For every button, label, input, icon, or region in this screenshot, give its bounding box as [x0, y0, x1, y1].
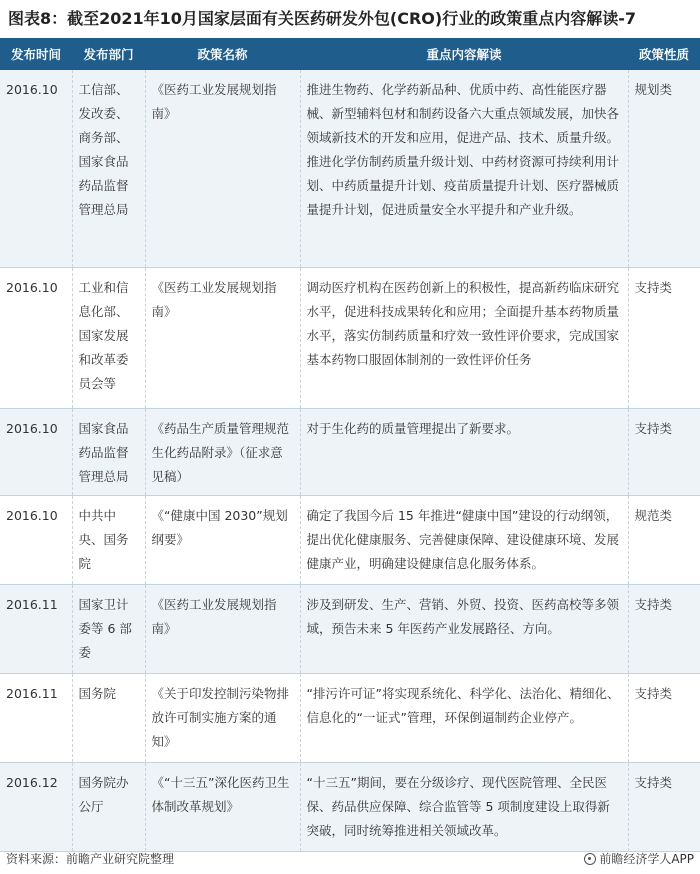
cell-policy-name: 《医药工业发展规划指南》: [145, 267, 300, 408]
cell-type: 支持类: [628, 267, 700, 408]
table-row: [0, 762, 700, 851]
header-content: 重点内容解读: [300, 38, 628, 70]
cell-date: 2016.11: [0, 673, 72, 762]
cell-policy-name: 《关于印发控制污染物排放许可制实施方案的通知》: [145, 673, 300, 762]
table-row: [0, 673, 700, 762]
cell-type: 支持类: [628, 408, 700, 495]
header-dept: 发布部门: [72, 38, 145, 70]
cell-date: 2016.12: [0, 762, 72, 851]
brand-label: 前瞻经济学人APP: [599, 852, 694, 866]
cell-policy-name: 《医药工业发展规划指南》: [145, 584, 300, 673]
table-row: [0, 584, 700, 673]
cell-dept: 国家食品药品监督管理总局: [72, 408, 145, 495]
cell-content: 调动医疗机构在医药创新上的积极性，提高新药临床研究水平，促进科技成果转化和应用；全面提升基本药物质量水平，落实仿制药质量和疗效一致性评价要求，完成国家基本药物口服固体制剂的一致性评价任务: [300, 267, 628, 408]
table-row: [0, 70, 700, 267]
cell-dept: 工信部、发改委、商务部、国家食品药品监督管理总局: [72, 70, 145, 267]
cell-dept: 中共中央、国务院: [72, 495, 145, 584]
cell-policy-name: 《医药工业发展规划指南》: [145, 70, 300, 267]
cell-dept: 国务院办公厅: [72, 762, 145, 851]
cell-content: 对于生化药的质量管理提出了新要求。: [300, 408, 628, 495]
table-header-row: [0, 38, 700, 70]
table-row: [0, 408, 700, 495]
brand: [584, 850, 694, 867]
cell-dept: 工业和信息化部、国家发展和改革委员会等: [72, 267, 145, 408]
qianzhan-logo-icon: [584, 853, 596, 865]
header-date: 发布时间: [0, 38, 72, 70]
cell-type: 支持类: [628, 584, 700, 673]
cell-policy-name: 《药品生产质量管理规范生化药品附录》（征求意见稿）: [145, 408, 300, 495]
cell-content: 涉及到研发、生产、营销、外贸、投资、医药高校等多领域，预告未来 5 年医药产业发展路径、方向。: [300, 584, 628, 673]
cell-content: 推进生物药、化学药新品种、优质中药、高性能医疗器械、新型辅料包材和制药设备六大重点领域发展，加快各领域新技术的开发和应用，促进产品、技术、质量升级。推进化学仿制药质量升级计划、中药材资源可持续利用计划、中药质量提升计划、疫苗质量提升计划、医疗器械质量提升计划，促进质量安全水平提升和产业升级。: [300, 70, 628, 267]
cell-content: “十三五”期间，要在分级诊疗、现代医院管理、全民医保、药品供应保障、综合监管等 5 项制度建设上取得新突破，同时统筹推进相关领域改革。: [300, 762, 628, 851]
cell-type: 支持类: [628, 673, 700, 762]
header-name: 政策名称: [145, 38, 300, 70]
cell-date: 2016.10: [0, 267, 72, 408]
cell-date: 2016.10: [0, 495, 72, 584]
cell-date: 2016.10: [0, 408, 72, 495]
table-row: [0, 495, 700, 584]
cell-policy-name: 《“健康中国 2030”规划纲要》: [145, 495, 300, 584]
cell-content: “排污许可证”将实现系统化、科学化、法治化、精细化、信息化的“一证式”管理，环保倒逼制药企业停产。: [300, 673, 628, 762]
cell-date: 2016.10: [0, 70, 72, 267]
cell-type: 支持类: [628, 762, 700, 851]
cell-type: 规范类: [628, 495, 700, 584]
cell-content: 确定了我国今后 15 年推进“健康中国”建设的行动纲领，提出优化健康服务、完善健康保障、建设健康环境、发展健康产业，明确建设健康信息化服务体系。: [300, 495, 628, 584]
cell-dept: 国务院: [72, 673, 145, 762]
cell-policy-name: 《“十三五”深化医药卫生体制改革规划》: [145, 762, 300, 851]
header-type: 政策性质: [628, 38, 700, 70]
cell-date: 2016.11: [0, 584, 72, 673]
footer: [0, 846, 700, 870]
source-note: 资料来源：前瞻产业研究院整理: [6, 852, 175, 866]
cell-type: 规划类: [628, 70, 700, 267]
table-row: [0, 267, 700, 408]
cell-dept: 国家卫计委等 6 部委: [72, 584, 145, 673]
figure-title: 图表8：截至2021年10月国家层面有关医药研发外包(CRO)行业的政策重点内容解读-7: [8, 9, 636, 28]
policy-table: [0, 38, 700, 852]
